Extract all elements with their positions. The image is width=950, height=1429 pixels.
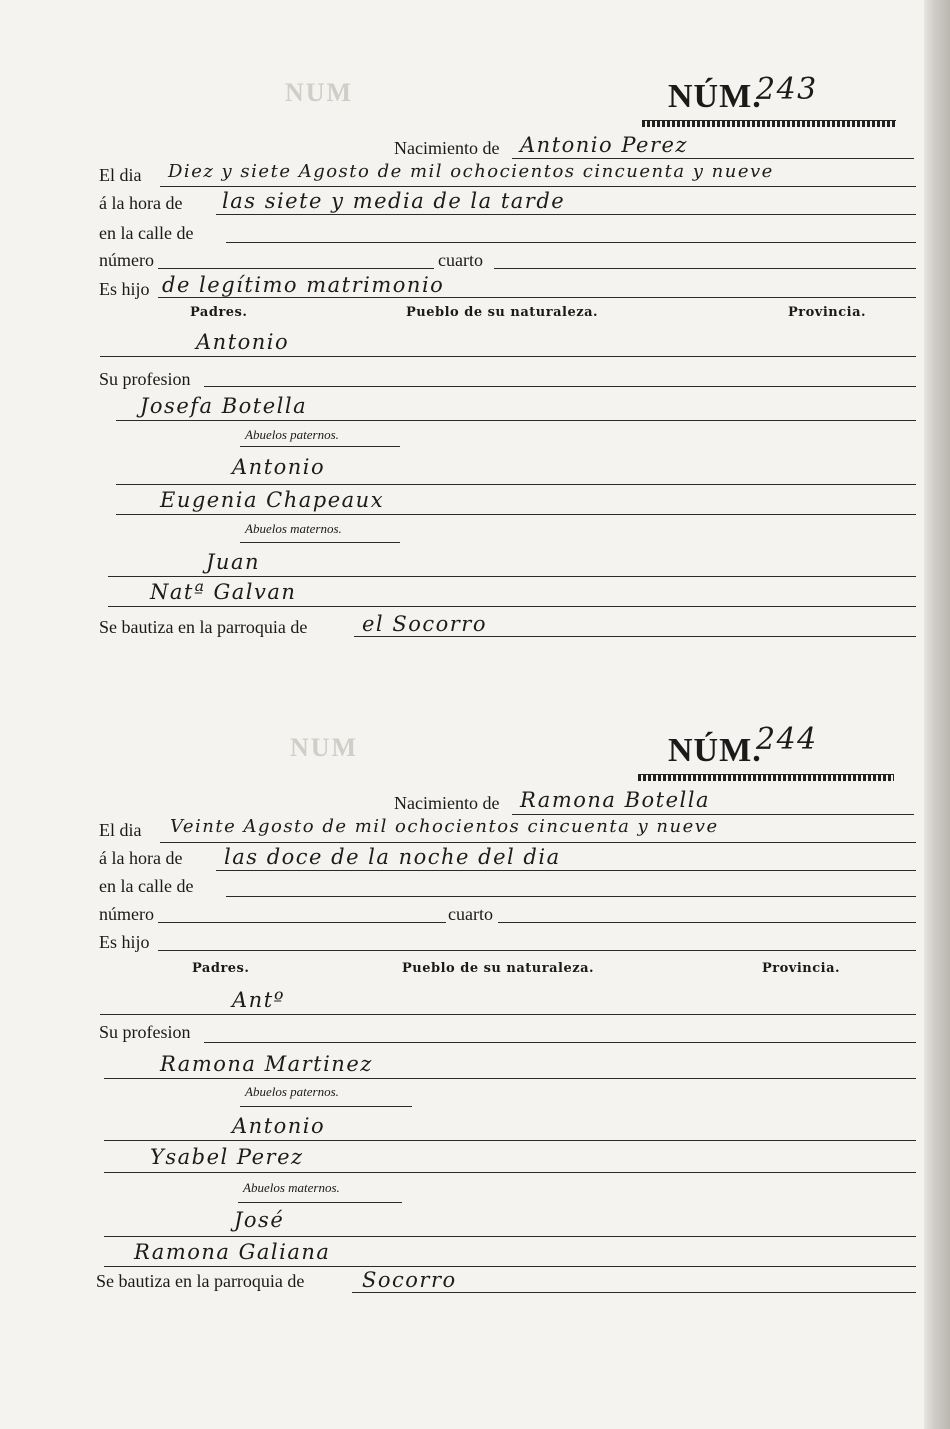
- form-line: [158, 268, 434, 269]
- form-line: [204, 1042, 916, 1043]
- form-line: [226, 896, 916, 897]
- paternal-grandfather: Antonio: [232, 455, 326, 479]
- padres-header: Padres.: [192, 961, 250, 976]
- abuelos-maternos-label: Abuelos maternos.: [243, 1180, 340, 1195]
- abuelos-paternos-label: Abuelos paternos.: [245, 1084, 339, 1099]
- bleed-through-mark: NUM: [290, 733, 359, 762]
- abuelos-paternos-label: Abuelos paternos.: [245, 427, 339, 442]
- form-line: [158, 297, 916, 298]
- form-line: [354, 636, 916, 637]
- cuarto-label: cuarto: [448, 904, 493, 924]
- birth-time: las doce de la noche del dia: [224, 845, 561, 869]
- padres-header: Padres.: [190, 305, 248, 320]
- paternal-grandfather: Antonio: [232, 1114, 326, 1138]
- hijo-label: Es hijo: [99, 932, 150, 952]
- nacimiento-label: Nacimiento de: [394, 793, 500, 813]
- parish-name: Socorro: [362, 1268, 457, 1292]
- form-line: [158, 922, 446, 923]
- parroquia-label: Se bautiza en la parroquia de: [99, 617, 308, 637]
- form-line: [104, 1140, 916, 1141]
- form-line: [160, 186, 916, 187]
- form-line: [240, 1106, 412, 1107]
- form-line: [104, 1236, 916, 1237]
- parish-name: el Socorro: [362, 612, 487, 636]
- maternal-grandfather: Juan: [206, 550, 260, 574]
- form-line: [160, 842, 916, 843]
- father-name: Antonio: [196, 330, 290, 354]
- profesion-label: Su profesion: [99, 1022, 191, 1042]
- el-dia-label: El dia: [99, 165, 142, 185]
- form-line: [226, 242, 916, 243]
- bleed-through-mark: NUM: [285, 78, 354, 107]
- record-number-value: 243: [756, 72, 818, 107]
- provincia-header: Provincia.: [788, 305, 867, 320]
- form-line: [104, 1078, 916, 1079]
- ornamental-rule: [638, 774, 894, 781]
- child-name: Ramona Botella: [520, 788, 710, 812]
- form-line: [158, 950, 916, 951]
- form-line: [352, 1292, 916, 1293]
- mother-name: Josefa Botella: [140, 394, 308, 418]
- record-number-label: NÚM.: [668, 78, 762, 115]
- child-name: Antonio Perez: [520, 133, 688, 157]
- abuelos-maternos-label: Abuelos maternos.: [245, 521, 342, 536]
- form-line: [512, 814, 914, 815]
- form-line: [498, 922, 916, 923]
- page-binding-edge: [924, 0, 950, 1429]
- form-line: [116, 420, 916, 421]
- maternal-grandmother: Ramona Galiana: [134, 1240, 331, 1264]
- father-name: Antº: [232, 988, 286, 1012]
- form-line: [104, 1266, 916, 1267]
- form-line: [116, 514, 916, 515]
- form-line: [494, 268, 916, 269]
- hora-label: á la hora de: [99, 193, 183, 213]
- record-number-label: NÚM.: [668, 732, 762, 769]
- birth-date: Diez y siete Agosto de mil ochocientos cincuenta y nueve: [168, 161, 774, 182]
- birth-time: las siete y media de la tarde: [222, 189, 566, 213]
- form-line: [512, 158, 914, 159]
- form-line: [204, 386, 916, 387]
- record-number-value: 244: [756, 722, 818, 757]
- form-line: [240, 446, 400, 447]
- el-dia-label: El dia: [99, 820, 142, 840]
- ornamental-rule: [642, 120, 896, 127]
- form-line: [240, 542, 400, 543]
- form-line: [216, 870, 916, 871]
- calle-label: en la calle de: [99, 876, 194, 896]
- maternal-grandfather: José: [234, 1208, 285, 1232]
- paternal-grandmother: Eugenia Chapeaux: [160, 488, 385, 512]
- pueblo-header: Pueblo de su naturaleza.: [406, 305, 599, 320]
- form-line: [238, 1202, 402, 1203]
- numero-label: número: [99, 250, 154, 270]
- form-line: [108, 606, 916, 607]
- parroquia-label: Se bautiza en la parroquia de: [96, 1271, 305, 1291]
- hora-label: á la hora de: [99, 848, 183, 868]
- form-line: [116, 484, 916, 485]
- provincia-header: Provincia.: [762, 961, 841, 976]
- hijo-label: Es hijo: [99, 279, 150, 299]
- birth-date: Veinte Agosto de mil ochocientos cincuenta y nueve: [170, 816, 719, 837]
- cuarto-label: cuarto: [438, 250, 483, 270]
- nacimiento-label: Nacimiento de: [394, 138, 500, 158]
- paternal-grandmother: Ysabel Perez: [150, 1145, 304, 1169]
- form-line: [100, 1014, 916, 1015]
- form-line: [108, 576, 916, 577]
- profesion-label: Su profesion: [99, 369, 191, 389]
- calle-label: en la calle de: [99, 223, 194, 243]
- numero-label: número: [99, 904, 154, 924]
- pueblo-header: Pueblo de su naturaleza.: [402, 961, 595, 976]
- mother-name: Ramona Martinez: [160, 1052, 373, 1076]
- form-line: [104, 1172, 916, 1173]
- maternal-grandmother: Natª Galvan: [150, 580, 297, 604]
- form-line: [100, 356, 916, 357]
- filiation: de legítimo matrimonio: [162, 273, 445, 297]
- form-line: [216, 214, 916, 215]
